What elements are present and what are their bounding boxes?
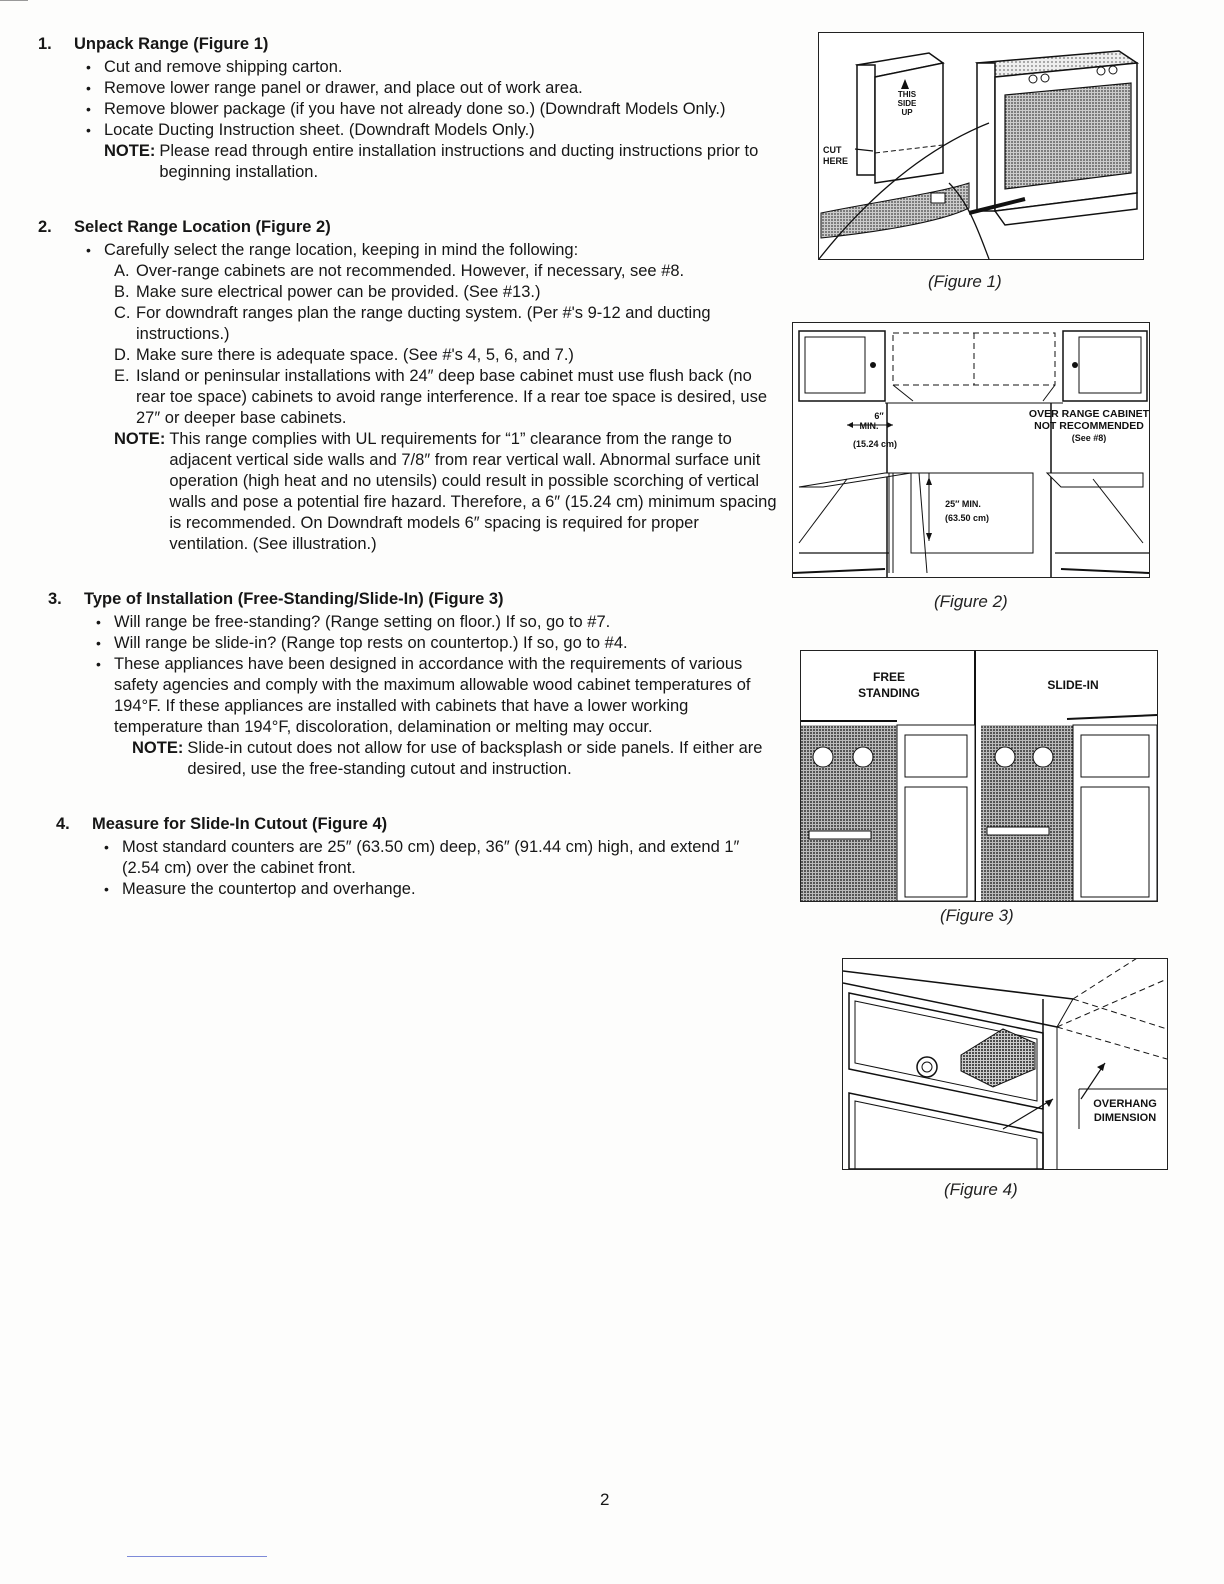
this-side-up-label: SIDE [897,99,917,108]
section-unpack-range [38,34,778,183]
figure-4-overhang-illustration [842,958,1168,1170]
item-text: Make sure electrical power can be provided. (See #13.) [136,283,541,301]
section-heading [56,814,778,835]
list-item: • Carefully select the range location, keeping in mind the following: [86,240,778,261]
six-inch-label: 6″ [874,411,884,421]
note-block [38,141,778,183]
list-item: • Will range be free-standing? (Range setting on floor.) If so, go to #7. [96,612,778,633]
overhang-label: OVERHANG [1093,1098,1157,1110]
list-item: • These appliances have been designed in accordance with the requirements of various safety agencies and comply with the maximum allowable wood cabinet temperatures of 194°F. If these appliances are installed with cabinets that have a lower working temperature than 194°F, discoloration, delamination or melting may occur. [96,654,778,738]
this-side-up-label: THIS [897,90,917,99]
list-item: • Most standard counters are 25″ (63.50 cm) deep, 36″ (91.44 cm) high, and extend 1″ (2.54 cm) over the cabinet front. [104,837,778,879]
list-item [114,282,778,303]
note-label: NOTE: [132,739,184,757]
section-slide-in-cutout [38,814,778,900]
item-text: Over-range cabinets are not recommended. However, if necessary, see #8. [136,262,685,280]
bullet-list [48,612,778,738]
dimension-label: DIMENSION [1093,1112,1157,1124]
list-item: • Cut and remove shipping carton. [86,57,778,78]
section-title: Type of Installation (Free-Standing/Slide-In) (Figure 3) [84,590,504,608]
here-label: HERE [823,156,849,166]
figure-3-drawing [801,651,1157,901]
section-select-location [38,217,778,555]
page-number: 2 [600,1490,610,1509]
instructions-column [38,30,778,900]
lettered-list [38,261,778,429]
section-heading [48,589,778,610]
figure-3-caption: (Figure 3) [940,906,1014,925]
figure-4-drawing [843,959,1167,1169]
figure-1-unpack-illustration [818,32,1144,260]
note-label: NOTE: [104,142,156,160]
over-range-label: (See #8) [1071,433,1107,443]
section-installation-type [38,589,778,780]
section-number: 3. [48,590,62,608]
section-title: Unpack Range (Figure 1) [74,35,269,53]
six-inch-metric-label: (15.24 cm) [852,439,898,449]
section-title: Measure for Slide-In Cutout (Figure 4) [92,815,388,833]
figure-2-clearance-illustration [792,322,1150,578]
item-letter: D. [114,346,131,364]
note-text: Please read through entire installation instructions and ducting instructions prior to beginning installation. [159,142,759,181]
list-item [114,303,778,345]
note-block [48,738,778,780]
min-label: MIN. [859,421,879,431]
scan-mark [0,0,28,1]
list-item: • Measure the countertop and overhange. [104,879,778,900]
list-item: • Locate Ducting Instruction sheet. (Downdraft Models Only.) [86,120,778,141]
section-title: Select Range Location (Figure 2) [74,218,331,236]
note-label: NOTE: [114,430,166,448]
item-letter: E. [114,367,130,385]
section-number: 4. [56,815,70,833]
figure-3-installation-types [800,650,1158,902]
figure-4-caption: (Figure 4) [944,1180,1018,1199]
note-text: This range complies with UL requirements for “1” clearance from the range to adjacent vertical side walls and 7/8″ from rear vertical wall. Abnormal surface unit operation (high heat and no utensils) could result in possible scorching of vertical walls and pose a potential fire hazard. Therefore, a 6″ (15.24 cm) minimum spacing is recommended. On Downdraft models 6″ spacing is required for proper ventilation. (See illustration.) [169,430,777,553]
item-letter: A. [114,262,130,280]
figure-1-caption: (Figure 1) [928,272,1002,291]
section-number: 2. [38,218,52,236]
note-block [38,429,778,555]
free-standing-label: FREE [872,670,906,684]
cut-label: CUT [823,145,842,155]
section-heading [38,217,778,238]
bullet-list [38,57,778,141]
figure-2-caption: (Figure 2) [934,592,1008,611]
list-item: • Remove blower package (if you have not already done so.) (Downdraft Models Only.) [86,99,778,120]
item-letter: B. [114,283,130,301]
this-side-up-label: UP [901,108,913,117]
section-heading [38,34,778,55]
figure-1-drawing [819,33,1143,259]
item-letter: C. [114,304,131,322]
twenty-five-inch-label: 25″ MIN. [945,499,981,509]
slide-in-label: SLIDE-IN [1047,678,1099,692]
figure-2-drawing [793,323,1149,577]
free-standing-label: STANDING [858,686,920,700]
list-item [114,366,778,429]
list-item: • Remove lower range panel or drawer, and place out of work area. [86,78,778,99]
bullet-list [38,240,778,261]
item-text: For downdraft ranges plan the range ducting system. (Per #'s 9-12 and ducting instructions.) [136,304,711,343]
bullet-list [56,837,778,900]
list-item [114,345,778,366]
section-number: 1. [38,35,52,53]
list-item: • Will range be slide-in? (Range top rests on countertop.) If so, go to #4. [96,633,778,654]
item-text: Island or peninsular installations with 24″ deep base cabinet must use flush back (no rear toe space) cabinets to avoid range interference. If a rear toe space is desired, use 27″ or deeper base cabinets. [136,367,768,427]
over-range-label: NOT RECOMMENDED [1034,420,1144,432]
note-text: Slide-in cutout does not allow for use of backsplash or side panels. If either are desired, use the free-standing cutout and instruction. [187,739,763,778]
scan-artifact-line [127,1556,267,1557]
over-range-label: OVER RANGE CABINET [1028,408,1149,420]
list-item [114,261,778,282]
twenty-five-inch-metric-label: (63.50 cm) [944,513,990,523]
item-text: Make sure there is adequate space. (See #'s 4, 5, 6, and 7.) [136,346,574,364]
